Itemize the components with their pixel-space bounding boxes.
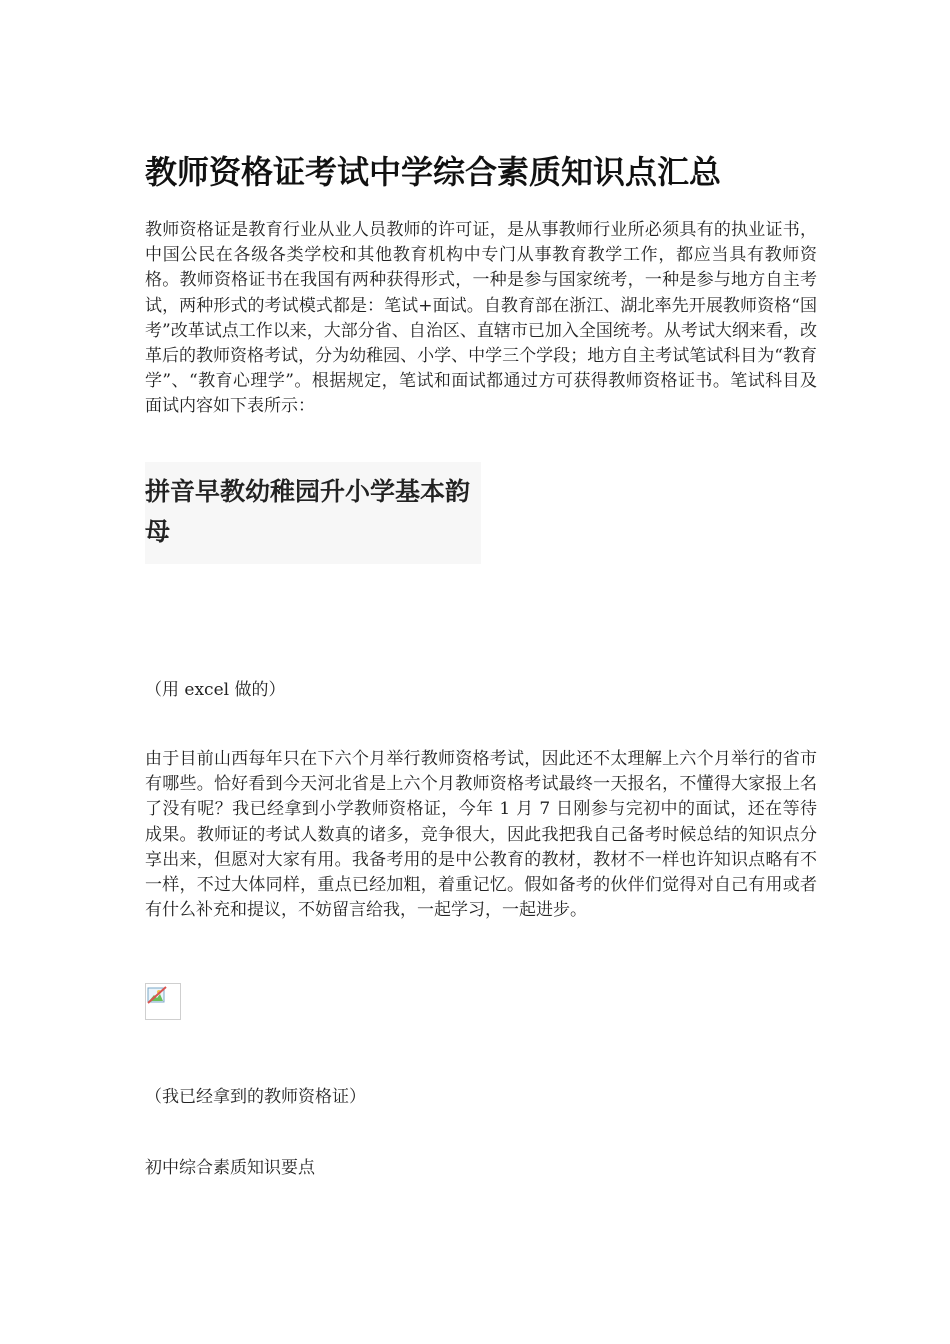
banner-image	[145, 462, 481, 564]
intro-paragraph: 教师资格证是教育行业从业人员教师的许可证，是从事教师行业所必须具有的执业证书，中国公民在各级各类学校和其他教育机构中专门从事教育教学工作，都应当具有教师资格。教师资格证书在我国有两种获得形式，一种是参与国家统考，一种是参与地方自主考试，两种形式的考试模式都是：笔试+面试。自教育部在浙江、湖北率先开展教师资格“国考”改革试点工作以来，大部分省、自治区、直辖市已加入全国统考。从考试大纲来看，改革后的教师资格考试，分为幼稚园、小学、中学三个学段；地方自主考试笔试科目为“教育学”、“教育心理学”。根据规定，笔试和面试都通过方可获得教师资格证书。笔试科目及面试内容如下表所示：	[145, 220, 817, 417]
body-paragraph: 由于目前山西每年只在下六个月举行教师资格考试，因此还不太理解上六个月举行的省市有哪些。恰好看到今天河北省是上六个月教师资格考试最终一天报名，不懂得大家报上名了没有呢？我已经拿到小学教师资格证，今年 1 月 7 日刚参与完初中的面试，还在等待成果。教师证的考试人数真的诸多，竞争很大，因此我把我自己备考时候总结的知识点分享出来，但愿对大家有用。我备考用的是中公教育的教材，教材不一样也许知识点略有不一样，不过大体同样，重点已经加粗，着重记忆。假如备考的伙伴们觉得对自己有用或者有什么补充和提议，不妨留言给我，一起学习，一起进步。	[145, 749, 817, 921]
broken-image-icon	[145, 983, 181, 1020]
banner-text: 拼音早教幼稚园升小学基本韵母	[145, 477, 471, 546]
excel-caption: （用 excel 做的）	[145, 680, 286, 700]
document-title: 教师资格证考试中学综合素质知识点汇总	[145, 153, 722, 191]
section-heading: 初中综合素质知识要点	[145, 1158, 315, 1178]
certificate-caption: （我已经拿到的教师资格证）	[145, 1087, 366, 1107]
